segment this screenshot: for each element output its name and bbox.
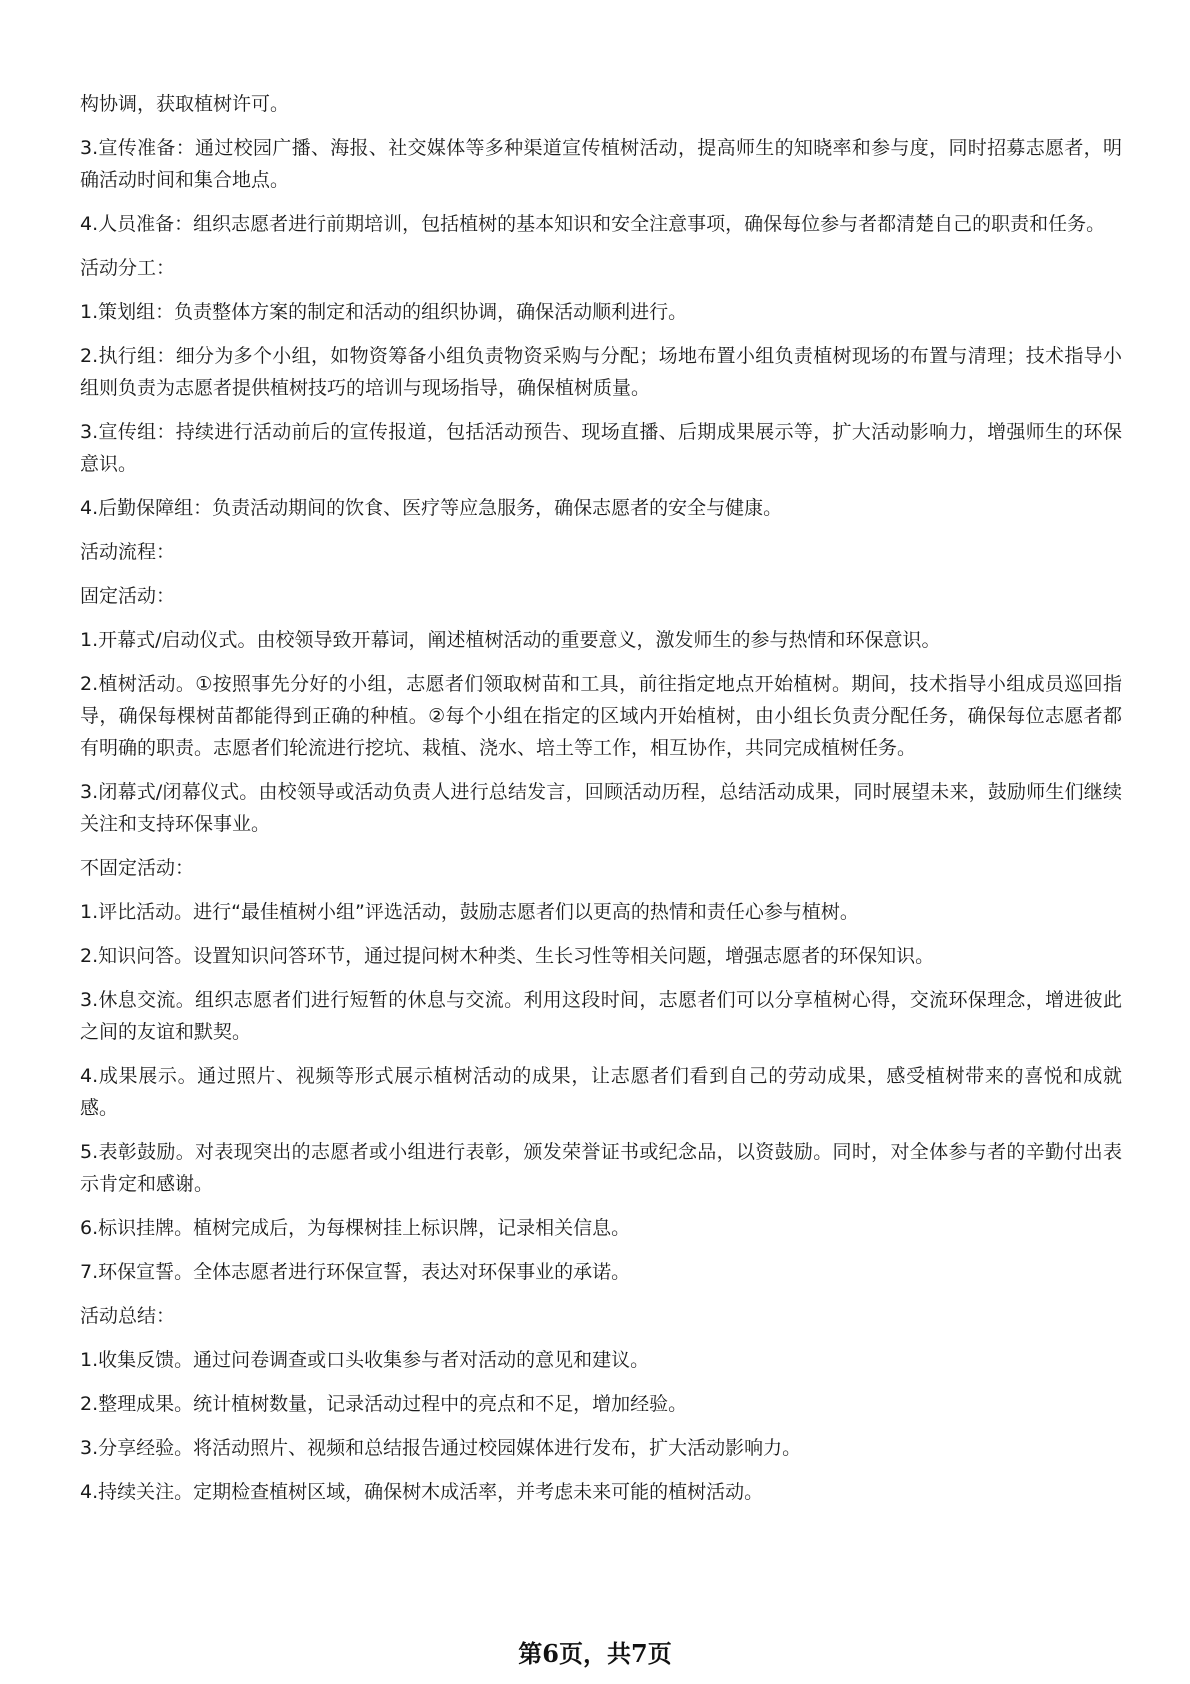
paragraph: 2.整理成果。统计植树数量，记录活动过程中的亮点和不足，增加经验。 [80, 1393, 688, 1415]
paragraph: 1.收集反馈。通过问卷调查或口头收集参与者对活动的意见和建议。 [80, 1349, 650, 1371]
paragraph: 4.人员准备：组织志愿者进行前期培训，包括植树的基本知识和安全注意事项，确保每位参与者都清楚自己的职责和任务。 [80, 213, 1106, 235]
paragraph: 4.成果展示。通过照片、视频等形式展示植树活动的成果，让志愿者们看到自己的劳动成果，感受植树带来的喜悦和成就感。 [80, 1065, 1122, 1119]
paragraph: 3.分享经验。将活动照片、视频和总结报告通过校园媒体进行发布，扩大活动影响力。 [80, 1437, 802, 1459]
section-heading: 固定活动： [80, 585, 176, 607]
paragraph: 4.持续关注。定期检查植树区域，确保树木成活率，并考虑未来可能的植树活动。 [80, 1481, 764, 1503]
section-heading: 不固定活动： [80, 857, 195, 879]
paragraph: 3.休息交流。组织志愿者们进行短暂的休息与交流。利用这段时间，志愿者们可以分享植树心得，交流环保理念，增进彼此之间的友谊和默契。 [80, 989, 1122, 1043]
paragraph: 1.评比活动。进行“最佳植树小组”评选活动，鼓励志愿者们以更高的热情和责任心参与植树。 [80, 901, 859, 923]
paragraph: 3.宣传组：持续进行活动前后的宣传报道，包括活动预告、现场直播、后期成果展示等，扩大活动影响力，增强师生的环保意识。 [80, 421, 1122, 475]
paragraph: 7.环保宣誓。全体志愿者进行环保宣誓，表达对环保事业的承诺。 [80, 1261, 631, 1283]
section-heading: 活动流程： [80, 541, 176, 563]
paragraph: 6.标识挂牌。植树完成后，为每棵树挂上标识牌，记录相关信息。 [80, 1217, 631, 1239]
paragraph: 2.知识问答。设置知识问答环节，通过提问树木种类、生长习性等相关问题，增强志愿者的环保知识。 [80, 945, 935, 967]
paragraph: 1.策划组：负责整体方案的制定和活动的组织协调，确保活动顺利进行。 [80, 301, 688, 323]
page-number-footer: 第6页，共7页 [518, 1639, 672, 1668]
section-heading: 活动总结： [80, 1305, 176, 1327]
paragraph: 4.后勤保障组：负责活动期间的饮食、医疗等应急服务，确保志愿者的安全与健康。 [80, 497, 783, 519]
document-body [80, 88, 1122, 1520]
paragraph: 构协调，获取植树许可。 [80, 93, 290, 115]
paragraph: 1.开幕式/启动仪式。由校领导致开幕词，阐述植树活动的重要意义，激发师生的参与热情和环保意识。 [80, 629, 941, 651]
paragraph: 2.植树活动。①按照事先分好的小组，志愿者们领取树苗和工具，前往指定地点开始植树。期间，技术指导小组成员巡回指导，确保每棵树苗都能得到正确的种植。②每个小组在指定的区域内开始植树，由小组长负责分配任务，确保每位志愿者都有明确的职责。志愿者们轮流进行挖坑、栽植、浇水、培土等工作，相互协作，共同完成植树任务。 [80, 673, 1122, 759]
paragraph: 3.宣传准备：通过校园广播、海报、社交媒体等多种渠道宣传植树活动，提高师生的知晓率和参与度，同时招募志愿者，明确活动时间和集合地点。 [80, 137, 1122, 191]
section-heading: 活动分工： [80, 257, 176, 279]
paragraph: 2.执行组：细分为多个小组，如物资筹备小组负责物资采购与分配；场地布置小组负责植树现场的布置与清理；技术指导小组则负责为志愿者提供植树技巧的培训与现场指导，确保植树质量。 [80, 345, 1122, 399]
paragraph: 3.闭幕式/闭幕仪式。由校领导或活动负责人进行总结发言，回顾活动历程，总结活动成果，同时展望未来，鼓励师生们继续关注和支持环保事业。 [80, 781, 1122, 835]
paragraph: 5.表彰鼓励。对表现突出的志愿者或小组进行表彰，颁发荣誉证书或纪念品，以资鼓励。同时，对全体参与者的辛勤付出表示肯定和感谢。 [80, 1141, 1122, 1195]
